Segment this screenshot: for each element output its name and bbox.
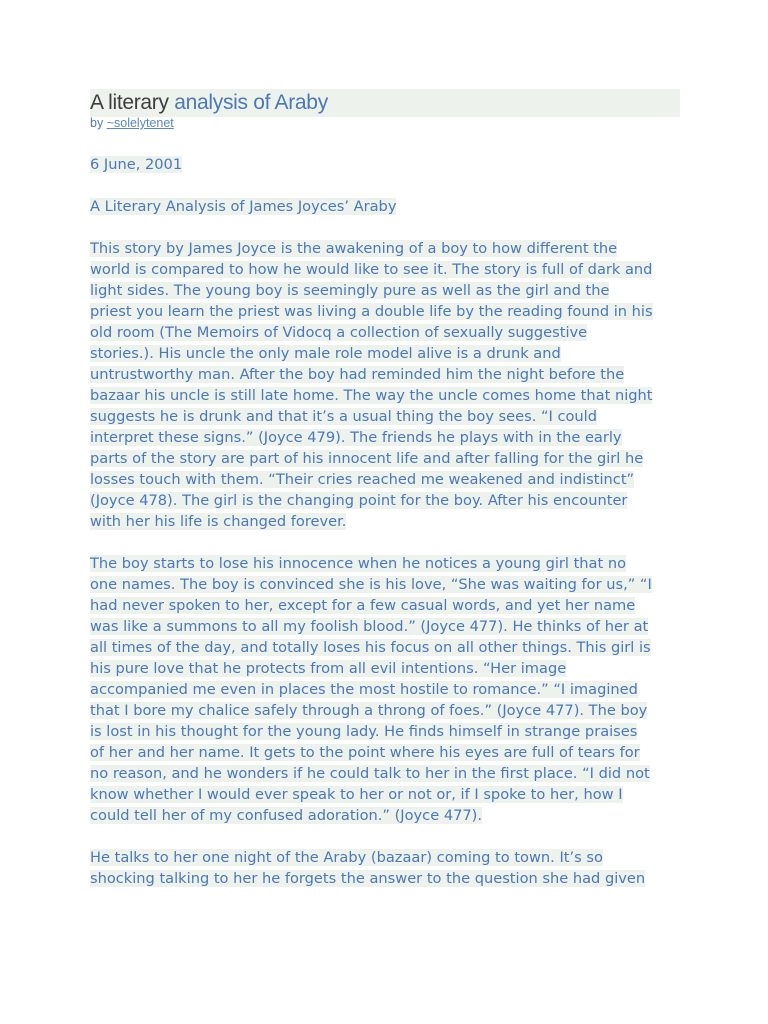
paragraph <box>90 238 680 532</box>
paragraph-line <box>90 742 680 763</box>
byline <box>90 116 680 131</box>
byline-prefix: by <box>90 116 107 130</box>
paragraph-line <box>90 238 680 259</box>
paragraph-line <box>90 637 680 658</box>
paragraph-line-text: no reason, and he wonders if he could talk to her in the first place. “I did not <box>90 765 650 782</box>
paragraph-line <box>90 553 680 574</box>
author-link[interactable]: ~solelytenet <box>106 116 174 130</box>
document-subtitle <box>90 196 680 217</box>
paragraph-line-text: interpret these signs.” (Joyce 479). The friends he plays with in the early <box>90 429 622 446</box>
paragraph-line-text: world is compared to how he would like to see it. The story is full of dark and <box>90 261 653 278</box>
paragraph <box>90 553 680 826</box>
paragraph-line-text: was like a summons to all my foolish blood.” (Joyce 477). He thinks of her at <box>90 618 649 635</box>
paragraph-line-text: The boy starts to lose his innocence when he notices a young girl that no <box>90 555 627 572</box>
document-title <box>90 89 680 117</box>
paragraph-line <box>90 847 680 868</box>
paragraph-line <box>90 700 680 721</box>
paragraph-line <box>90 301 680 322</box>
paragraph-line-text: priest you learn the priest was living a double life by the reading found in his <box>90 303 653 320</box>
paragraph-line-text: his pure love that he protects from all evil intentions. “Her image <box>90 660 567 677</box>
paragraph-line-text: with her his life is changed forever. <box>90 513 347 530</box>
paragraph-line <box>90 616 680 637</box>
document-date <box>90 154 680 175</box>
paragraph-line-text: of her and her name. It gets to the point where his eyes are full of tears for <box>90 744 640 761</box>
paragraph-line-text: This story by James Joyce is the awakening of a boy to how different the <box>90 240 618 257</box>
paragraph-line <box>90 805 680 826</box>
paragraph-line <box>90 511 680 532</box>
paragraph-line <box>90 721 680 742</box>
paragraph-line-text: all times of the day, and totally loses his focus on all other things. This girl is <box>90 639 651 656</box>
paragraph-line <box>90 595 680 616</box>
paragraph-line <box>90 448 680 469</box>
paragraph-line <box>90 322 680 343</box>
paragraph-line-text: untrustworthy man. After the boy had reminded him the night before the <box>90 366 625 383</box>
paragraph <box>90 847 680 889</box>
paragraph-line <box>90 679 680 700</box>
paragraph-line-text: that I bore my chalice safely through a throng of foes.” (Joyce 477). The boy <box>90 702 648 719</box>
title-main: analysis of Araby <box>168 91 328 114</box>
paragraph-line <box>90 658 680 679</box>
paragraph-line-text: (Joyce 478). The girl is the changing point for the boy. After his encounter <box>90 492 628 509</box>
paragraph-line <box>90 490 680 511</box>
paragraph-line-text: is lost in his thought for the young lady. He finds himself in strange praises <box>90 723 638 740</box>
paragraph-line-text: parts of the story are part of his innocent life and after falling for the girl he <box>90 450 644 467</box>
paragraph-line-text: shocking talking to her he forgets the answer to the question she had given <box>90 870 646 887</box>
paragraph-line <box>90 280 680 301</box>
paragraph-line-text: old room (The Memoirs of Vidocq a collection of sexually suggestive <box>90 324 588 341</box>
paragraph-line-text: accompanied me even in places the most hostile to romance.” “I imagined <box>90 681 638 698</box>
paragraph-line-text: one names. The boy is convinced she is his love, “She was waiting for us,” “I <box>90 576 652 593</box>
paragraph-line <box>90 364 680 385</box>
paragraph-line-text: had never spoken to her, except for a few casual words, and yet her name <box>90 597 636 614</box>
subtitle-text: A Literary Analysis of James Joyces’ Araby <box>90 198 397 215</box>
paragraph-line <box>90 343 680 364</box>
document-page <box>90 89 680 889</box>
body-text <box>90 238 680 889</box>
date-text: 6 June, 2001 <box>90 156 183 173</box>
paragraph-line-text: losses touch with them. “Their cries reached me weakened and indistinct” <box>90 471 635 488</box>
paragraph-line <box>90 406 680 427</box>
paragraph-line-text: could tell her of my confused adoration.” (Joyce 477). <box>90 807 483 824</box>
paragraph-line-text: stories.). His uncle the only male role model alive is a drunk and <box>90 345 561 362</box>
paragraph-line <box>90 868 680 889</box>
title-prefix: A literary <box>90 91 169 114</box>
paragraph-line <box>90 469 680 490</box>
paragraph-line <box>90 259 680 280</box>
paragraph-line <box>90 574 680 595</box>
paragraph-line-text: suggests he is drunk and that it’s a usual thing the boy sees. “I could <box>90 408 597 425</box>
paragraph-line-text: light sides. The young boy is seemingly pure as well as the girl and the <box>90 282 610 299</box>
paragraph-line <box>90 763 680 784</box>
paragraph-line <box>90 427 680 448</box>
paragraph-line <box>90 784 680 805</box>
paragraph-line-text: bazaar his uncle is still late home. The way the uncle comes home that night <box>90 387 653 404</box>
paragraph-line-text: know whether I would ever speak to her or not or, if I spoke to her, how I <box>90 786 623 803</box>
paragraph-line-text: He talks to her one night of the Araby (bazaar) coming to town. It’s so <box>90 849 603 866</box>
paragraph-line <box>90 385 680 406</box>
